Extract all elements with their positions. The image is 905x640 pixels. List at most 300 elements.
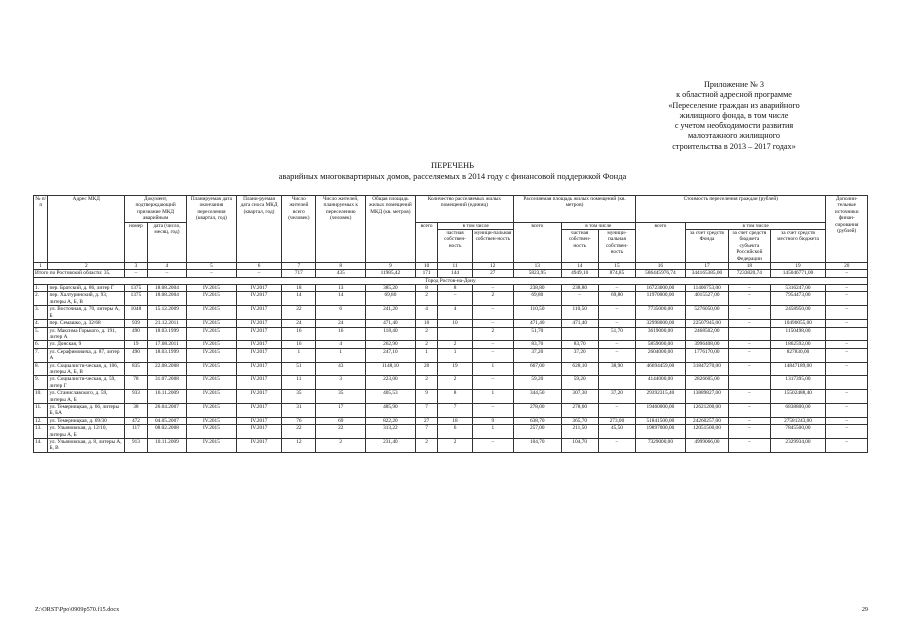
table-cell: 6 <box>438 425 472 439</box>
total-cell: 5823,95 <box>514 270 562 277</box>
table-cell: 31.07.2008 <box>147 376 186 390</box>
header-cost-region: за счет средств бюджета субъекта Российской Федерации <box>729 230 770 263</box>
table-cell: 18.08.2004 <box>147 285 186 292</box>
header-cost-incl: в том числе <box>685 222 826 229</box>
table-cell: 12. <box>34 417 48 424</box>
header-private: частная собствен-ность <box>438 230 472 263</box>
table-cell: 10.11.2009 <box>147 439 186 453</box>
total-cell: 874,85 <box>598 270 635 277</box>
table-cell: 3 <box>316 376 366 390</box>
table-cell: 365,70 <box>561 417 598 424</box>
total-cell: 7233820,74 <box>729 270 770 277</box>
table-cell <box>826 327 868 341</box>
total-cell: 27 <box>472 270 513 277</box>
table-cell: 913 <box>125 439 148 453</box>
table-cell: – <box>826 425 868 439</box>
table-cell: 14 <box>282 292 316 306</box>
table-cell: 104,70 <box>514 439 562 453</box>
address-cell: ул. Темерницкая, д. 69/30 <box>48 417 125 424</box>
table-cell: 7. <box>34 348 48 362</box>
table-cell: 16 <box>282 341 316 348</box>
table-cell: 1 <box>472 362 513 376</box>
table-cell: 827830,00 <box>770 348 826 362</box>
table-cell: 59,20 <box>514 376 562 390</box>
table-cell: 273,00 <box>598 417 635 424</box>
table-cell: 3. <box>34 306 48 320</box>
title-subtitle: аварийных многоквартирных домов, расселяемых в 2014 году с финансовой поддержкой Фонда <box>278 171 627 181</box>
table-cell: – <box>598 320 635 327</box>
table-cell: 257,00 <box>514 425 562 439</box>
total-cell: – <box>187 270 237 277</box>
table-cell: 211,50 <box>561 425 598 439</box>
header-area-resettled: Расселяемая площадь жилых помещений (кв. метров) <box>514 196 636 223</box>
table-cell <box>826 376 868 390</box>
table-cell: 7 <box>415 403 438 417</box>
table-cell: 20 <box>415 362 438 376</box>
table-cell: 19460000,00 <box>636 403 686 417</box>
table-cell: IV.2015 <box>187 390 237 404</box>
table-cell: 2 <box>472 292 513 306</box>
table-cell: – <box>472 376 513 390</box>
table-cell: 15502488,40 <box>770 390 826 404</box>
table-cell: 1148,10 <box>366 362 416 376</box>
table-cell: 313,22 <box>366 425 416 439</box>
total-cell: – <box>236 270 282 277</box>
column-number: 2 <box>48 263 125 270</box>
table-cell: 46694459,00 <box>636 362 686 376</box>
table-cell: – <box>729 362 770 376</box>
table-cell: 69,80 <box>366 292 416 306</box>
table-cell: IV.2015 <box>187 439 237 453</box>
table-row <box>34 376 868 390</box>
table-cell: 2 <box>438 341 472 348</box>
column-number: 1 <box>34 263 48 270</box>
table-cell: 2 <box>316 439 366 453</box>
table-cell: 1375 <box>125 285 148 292</box>
address-cell: ул. Серафимовича, д. 87, литер А <box>48 348 125 362</box>
header-area-total: всего <box>514 222 562 262</box>
table-cell: 117 <box>125 425 148 439</box>
table-cell: 83,70 <box>561 341 598 348</box>
column-number: 5 <box>187 263 237 270</box>
table-cell: – <box>472 285 513 292</box>
table-cell: 7735000,00 <box>636 306 686 320</box>
header-area-municipal: муници-пальная собствен-ность <box>598 230 635 263</box>
table-cell: IV.2015 <box>187 376 237 390</box>
table-cell: – <box>826 403 868 417</box>
table-cell: 37,20 <box>598 390 635 404</box>
table-cell: – <box>729 348 770 362</box>
table-cell: – <box>826 306 868 320</box>
address-cell: пер. Братский, д. 86, литер Г <box>48 285 125 292</box>
address-cell: ул. Донская, 9 <box>48 341 125 348</box>
table-cell: 12051500,00 <box>685 425 728 439</box>
table-cell: 37,20 <box>561 348 598 362</box>
table-cell: 51 <box>282 362 316 376</box>
column-number: 10 <box>415 263 438 270</box>
table-cell: 5. <box>34 327 48 341</box>
address-cell: ул. Темерницкая, д. 66, литеры Б, БА <box>48 403 125 417</box>
table-cell: 238,80 <box>561 285 598 292</box>
table-row <box>34 285 868 292</box>
table-cell: 11. <box>34 403 48 417</box>
table-cell: 51,70 <box>514 327 562 341</box>
title-heading: ПЕРЕЧЕНЬ <box>431 160 474 170</box>
table-row <box>34 320 868 327</box>
table-row <box>34 417 868 424</box>
table-cell: 7329000,00 <box>636 439 686 453</box>
total-cell: Итого по Ростовской области: 35. <box>34 270 125 277</box>
table-cell: IV.2015 <box>187 403 237 417</box>
table-cell: – <box>598 403 635 417</box>
table-cell: – <box>598 439 635 453</box>
table-row <box>34 403 868 417</box>
total-cell: 144 <box>438 270 472 277</box>
table-cell: IV.2015 <box>187 320 237 327</box>
column-numbers-row <box>34 263 868 270</box>
table-cell: – <box>598 285 635 292</box>
table-cell: 2329934,00 <box>770 439 826 453</box>
header-residents-planned: Число жителей, планируемых к переселению (человек) <box>316 196 366 263</box>
table-cell: 1 <box>472 425 513 439</box>
table-cell: IV.2017 <box>236 320 282 327</box>
table-cell: – <box>561 292 598 306</box>
table-cell: 22 <box>282 306 316 320</box>
table-cell: 18 <box>438 417 472 424</box>
table-cell: IV.2017 <box>236 306 282 320</box>
table-cell: 6838800,00 <box>770 403 826 417</box>
table-cell: 2 <box>415 439 438 453</box>
appendix-line: «Переселение граждан из аварийного <box>668 100 800 110</box>
address-cell: ул. Максима Горького, д. 191, литер А <box>48 327 125 341</box>
table-cell: 16 <box>282 327 316 341</box>
total-cell: 11985,42 <box>366 270 416 277</box>
table-cell: – <box>472 320 513 327</box>
table-cell: IV.2017 <box>236 425 282 439</box>
table-cell: 3619000,00 <box>636 327 686 341</box>
table-row <box>34 327 868 341</box>
table-cell: 16723000,00 <box>636 285 686 292</box>
table-cell: – <box>826 348 868 362</box>
table-cell: 59,20 <box>561 376 598 390</box>
table-cell: – <box>826 341 868 348</box>
total-cell: 435 <box>316 270 366 277</box>
table-cell: 2604000,00 <box>636 348 686 362</box>
header-area-incl: в том числе <box>561 222 635 229</box>
table-cell: 118,40 <box>366 327 416 341</box>
table-cell <box>598 376 635 390</box>
appendix-line: с учетом необходимости развития <box>674 121 794 131</box>
table-cell: 471,40 <box>561 320 598 327</box>
table-cell: 247,10 <box>366 348 416 362</box>
table-cell: 1 <box>472 390 513 404</box>
table-cell: 9 <box>415 390 438 404</box>
column-number: 14 <box>561 263 598 270</box>
total-cell: – <box>125 270 148 277</box>
table-cell: 3996408,00 <box>685 341 728 348</box>
table-cell: 4 <box>316 341 366 348</box>
table-cell: – <box>729 390 770 404</box>
table-cell: 344,50 <box>514 390 562 404</box>
table-cell: – <box>729 425 770 439</box>
table-cell: 76 <box>282 417 316 424</box>
table-cell: 16 <box>316 327 366 341</box>
table-cell: 8 <box>438 390 472 404</box>
table-cell: 51841500,00 <box>636 417 686 424</box>
table-cell: 10490055,00 <box>770 320 826 327</box>
column-number: 15 <box>598 263 635 270</box>
table-cell: 11 <box>282 376 316 390</box>
table-cell: 110,50 <box>561 306 598 320</box>
table-cell: IV.2017 <box>236 376 282 390</box>
table-cell: 241,20 <box>366 306 416 320</box>
table-row <box>34 362 868 376</box>
column-number: 4 <box>147 263 186 270</box>
table-cell: 485,90 <box>366 403 416 417</box>
table-cell: – <box>729 417 770 424</box>
table-cell: 4 <box>438 306 472 320</box>
header-doc-number: номер <box>125 222 148 262</box>
table-cell: 9. <box>34 376 48 390</box>
table-cell: 24 <box>282 320 316 327</box>
header-planned-end: Планируемая дата окончания переселения (квартал, год) <box>187 196 237 263</box>
header-extra: Дополни-тельные источники финан-сирования (рублей) <box>826 196 868 263</box>
table-cell: 45,50 <box>598 425 635 439</box>
table-body <box>34 270 868 453</box>
table-cell: – <box>826 439 868 453</box>
table-cell: 471,40 <box>366 320 416 327</box>
table-cell: 638,70 <box>514 417 562 424</box>
table-cell <box>561 327 598 341</box>
table-cell: 278,00 <box>514 403 562 417</box>
table-cell: 14847189,00 <box>770 362 826 376</box>
table-cell: 2826605,00 <box>685 376 728 390</box>
table-cell: IV.2015 <box>187 341 237 348</box>
table-cell: 278,00 <box>561 403 598 417</box>
table-cell: 27581243,00 <box>770 417 826 424</box>
table-cell: 4 <box>415 306 438 320</box>
appendix-line: малоэтажного жилищного <box>688 131 780 141</box>
table-cell: 83,70 <box>514 341 562 348</box>
table-cell: 933 <box>125 390 148 404</box>
column-number: 19 <box>770 263 826 270</box>
address-cell: ул. Ульяновская, д. 12/10, литеры А, Б <box>48 425 125 439</box>
table-cell: – <box>598 348 635 362</box>
table-cell: 15.12.2009 <box>147 306 186 320</box>
table-cell: IV.2015 <box>187 362 237 376</box>
table-cell: 490 <box>125 348 148 362</box>
table-cell: 18 <box>282 285 316 292</box>
header-document: Документ, подтверждающий признание МКД аварийным <box>125 196 187 223</box>
appendix-line: строительства в 2013 – 2017 годах» <box>672 141 796 151</box>
table-cell: – <box>729 320 770 327</box>
table-cell: 1317395,00 <box>770 376 826 390</box>
table-cell: 31847270,00 <box>685 362 728 376</box>
table-cell: – <box>826 362 868 376</box>
table-cell: 7 <box>415 425 438 439</box>
total-cell: 145046771,00 <box>770 270 826 277</box>
table-cell: 11970000,00 <box>636 292 686 306</box>
appendix-line: жилищного фонда, в том числе <box>679 110 789 120</box>
table-cell: – <box>472 439 513 453</box>
table-cell: 9 <box>472 417 513 424</box>
header-planned-demolition: Плани-руемая дата сноса МКД (квартал, год) <box>236 196 282 263</box>
total-row <box>34 270 868 277</box>
table-cell: 471,40 <box>514 320 562 327</box>
table-cell: 16.11.2009 <box>147 390 186 404</box>
table-cell: 10 <box>438 320 472 327</box>
header-area-private: частная собствен-ность <box>561 230 598 263</box>
table-cell: 8. <box>34 362 48 376</box>
table-cell: 69,80 <box>514 292 562 306</box>
column-number: 17 <box>685 263 728 270</box>
table-cell: 1. <box>34 285 48 292</box>
table-cell: 405,53 <box>366 390 416 404</box>
table-cell: – <box>826 320 868 327</box>
table-cell: 10 <box>415 320 438 327</box>
document-title <box>0 160 905 182</box>
table-cell: IV.2017 <box>236 390 282 404</box>
table-cell: IV.2015 <box>187 348 237 362</box>
table-cell: 51,70 <box>598 327 635 341</box>
table-cell: – <box>438 292 472 306</box>
address-cell: пер. Халтуринский, д. 93, литеры А, Б, В <box>48 292 125 306</box>
table-cell: 1 <box>316 348 366 362</box>
table-cell: IV.2015 <box>187 425 237 439</box>
table-cell: 18.03.1999 <box>147 327 186 341</box>
table-cell: 22507945,00 <box>685 320 728 327</box>
table-cell: 4. <box>34 320 48 327</box>
table-cell: 24 <box>316 320 366 327</box>
table-cell: 307,30 <box>561 390 598 404</box>
table-cell: 472 <box>125 417 148 424</box>
table-cell: 04.05.2007 <box>147 417 186 424</box>
header-cost-total: всего <box>636 222 686 262</box>
table-cell: 1 <box>282 348 316 362</box>
table-cell: 238,80 <box>514 285 562 292</box>
table-cell: 24260257,00 <box>685 417 728 424</box>
column-number: 13 <box>514 263 562 270</box>
table-cell: 4015527,00 <box>685 292 728 306</box>
footer-file-path: Z:\ORST\Ppo\0909p570.f15.docx <box>35 606 120 613</box>
table-cell: 18.03.1999 <box>147 348 186 362</box>
table-cell: 490 <box>125 327 148 341</box>
table-cell: 19 <box>438 362 472 376</box>
header-rooms-total: всего <box>415 222 438 262</box>
column-number: 12 <box>472 263 513 270</box>
table-cell: 11406753,00 <box>685 285 728 292</box>
table-cell: 6 <box>316 306 366 320</box>
column-number: 8 <box>316 263 366 270</box>
table-cell: 8 <box>438 285 472 292</box>
table-cell: 223,00 <box>366 376 416 390</box>
table-cell: 8 <box>415 285 438 292</box>
table-cell: IV.2017 <box>236 327 282 341</box>
table-cell: 1375 <box>125 292 148 306</box>
appendix-line: к областной адресной программе <box>676 90 792 100</box>
table-cell: 2458950,00 <box>770 306 826 320</box>
table-cell: 14. <box>34 439 48 453</box>
table-cell: 35 <box>316 390 366 404</box>
table-cell: 10. <box>34 390 48 404</box>
table-row <box>34 425 868 439</box>
table-cell: 5316247,00 <box>770 285 826 292</box>
table-cell: 7954473,00 <box>770 292 826 306</box>
total-cell: 586445976,74 <box>636 270 686 277</box>
table-cell: 17 <box>316 403 366 417</box>
table-cell: 38 <box>125 403 148 417</box>
table-cell: 104,70 <box>561 439 598 453</box>
table-cell: 69 <box>316 417 366 424</box>
header-cost-local: за счет средств местного бюджета <box>770 230 826 263</box>
appendix-line: Приложение № 3 <box>704 80 764 89</box>
table-cell: 35 <box>282 390 316 404</box>
address-cell: ул. Ульяновская, д. 8, литеры А, Б, В <box>48 439 125 453</box>
column-number: 16 <box>636 263 686 270</box>
table-cell: 13. <box>34 425 48 439</box>
table-cell: 835 <box>125 362 148 376</box>
table-cell: IV.2017 <box>236 292 282 306</box>
table-cell: IV.2015 <box>187 285 237 292</box>
table-cell: 939 <box>125 320 148 327</box>
table-cell: – <box>729 439 770 453</box>
table-cell: 08.02.2008 <box>147 425 186 439</box>
table-cell: – <box>472 348 513 362</box>
table-cell: 43 <box>316 362 366 376</box>
table-cell: 69,80 <box>598 292 635 306</box>
address-cell: ул. Социалисти-ческая, д. 106, литеры А, Б, В <box>48 362 125 376</box>
table-cell: 1 <box>415 348 438 362</box>
table-cell: 19 <box>125 341 148 348</box>
table-cell: 1862592,00 <box>770 341 826 348</box>
table-cell: 32998000,00 <box>636 320 686 327</box>
table-cell: 2 <box>472 327 513 341</box>
table-cell: IV.2015 <box>187 417 237 424</box>
header-residents: Число жителей всего (человек) <box>282 196 316 263</box>
table-cell: 21.12.2011 <box>147 320 186 327</box>
houses-table <box>33 195 868 453</box>
table-cell: 2 <box>415 341 438 348</box>
column-number: 9 <box>366 263 416 270</box>
table-cell: 1150498,00 <box>770 327 826 341</box>
table-row <box>34 306 868 320</box>
table-cell: – <box>729 306 770 320</box>
address-cell: пер. Семашко, д. 32/68 <box>48 320 125 327</box>
table-cell: 2 <box>415 327 438 341</box>
total-cell: 344165385,00 <box>685 270 728 277</box>
table-cell: 13 <box>316 285 366 292</box>
page-number: 29 <box>861 606 868 613</box>
table-row <box>34 292 868 306</box>
table-cell: IV.2017 <box>236 417 282 424</box>
column-number: 20 <box>826 263 868 270</box>
table-cell: IV.2017 <box>236 341 282 348</box>
table-cell: 7845500,00 <box>770 425 826 439</box>
table-cell: 22.08.2008 <box>147 362 186 376</box>
table-cell: 385,20 <box>366 285 416 292</box>
table-cell: – <box>826 417 868 424</box>
table-cell <box>729 327 770 341</box>
table-cell: 2 <box>438 376 472 390</box>
table-row <box>34 348 868 362</box>
table-cell: 2 <box>415 376 438 390</box>
table-cell: IV.2017 <box>236 348 282 362</box>
header-cost-fund: за счет средств Фонда <box>685 230 728 263</box>
table-cell: 1776170,00 <box>685 348 728 362</box>
city-label: Город Ростов-на-Дону <box>34 277 868 284</box>
table-cell: 5276050,00 <box>685 306 728 320</box>
total-cell: 4949,10 <box>561 270 598 277</box>
